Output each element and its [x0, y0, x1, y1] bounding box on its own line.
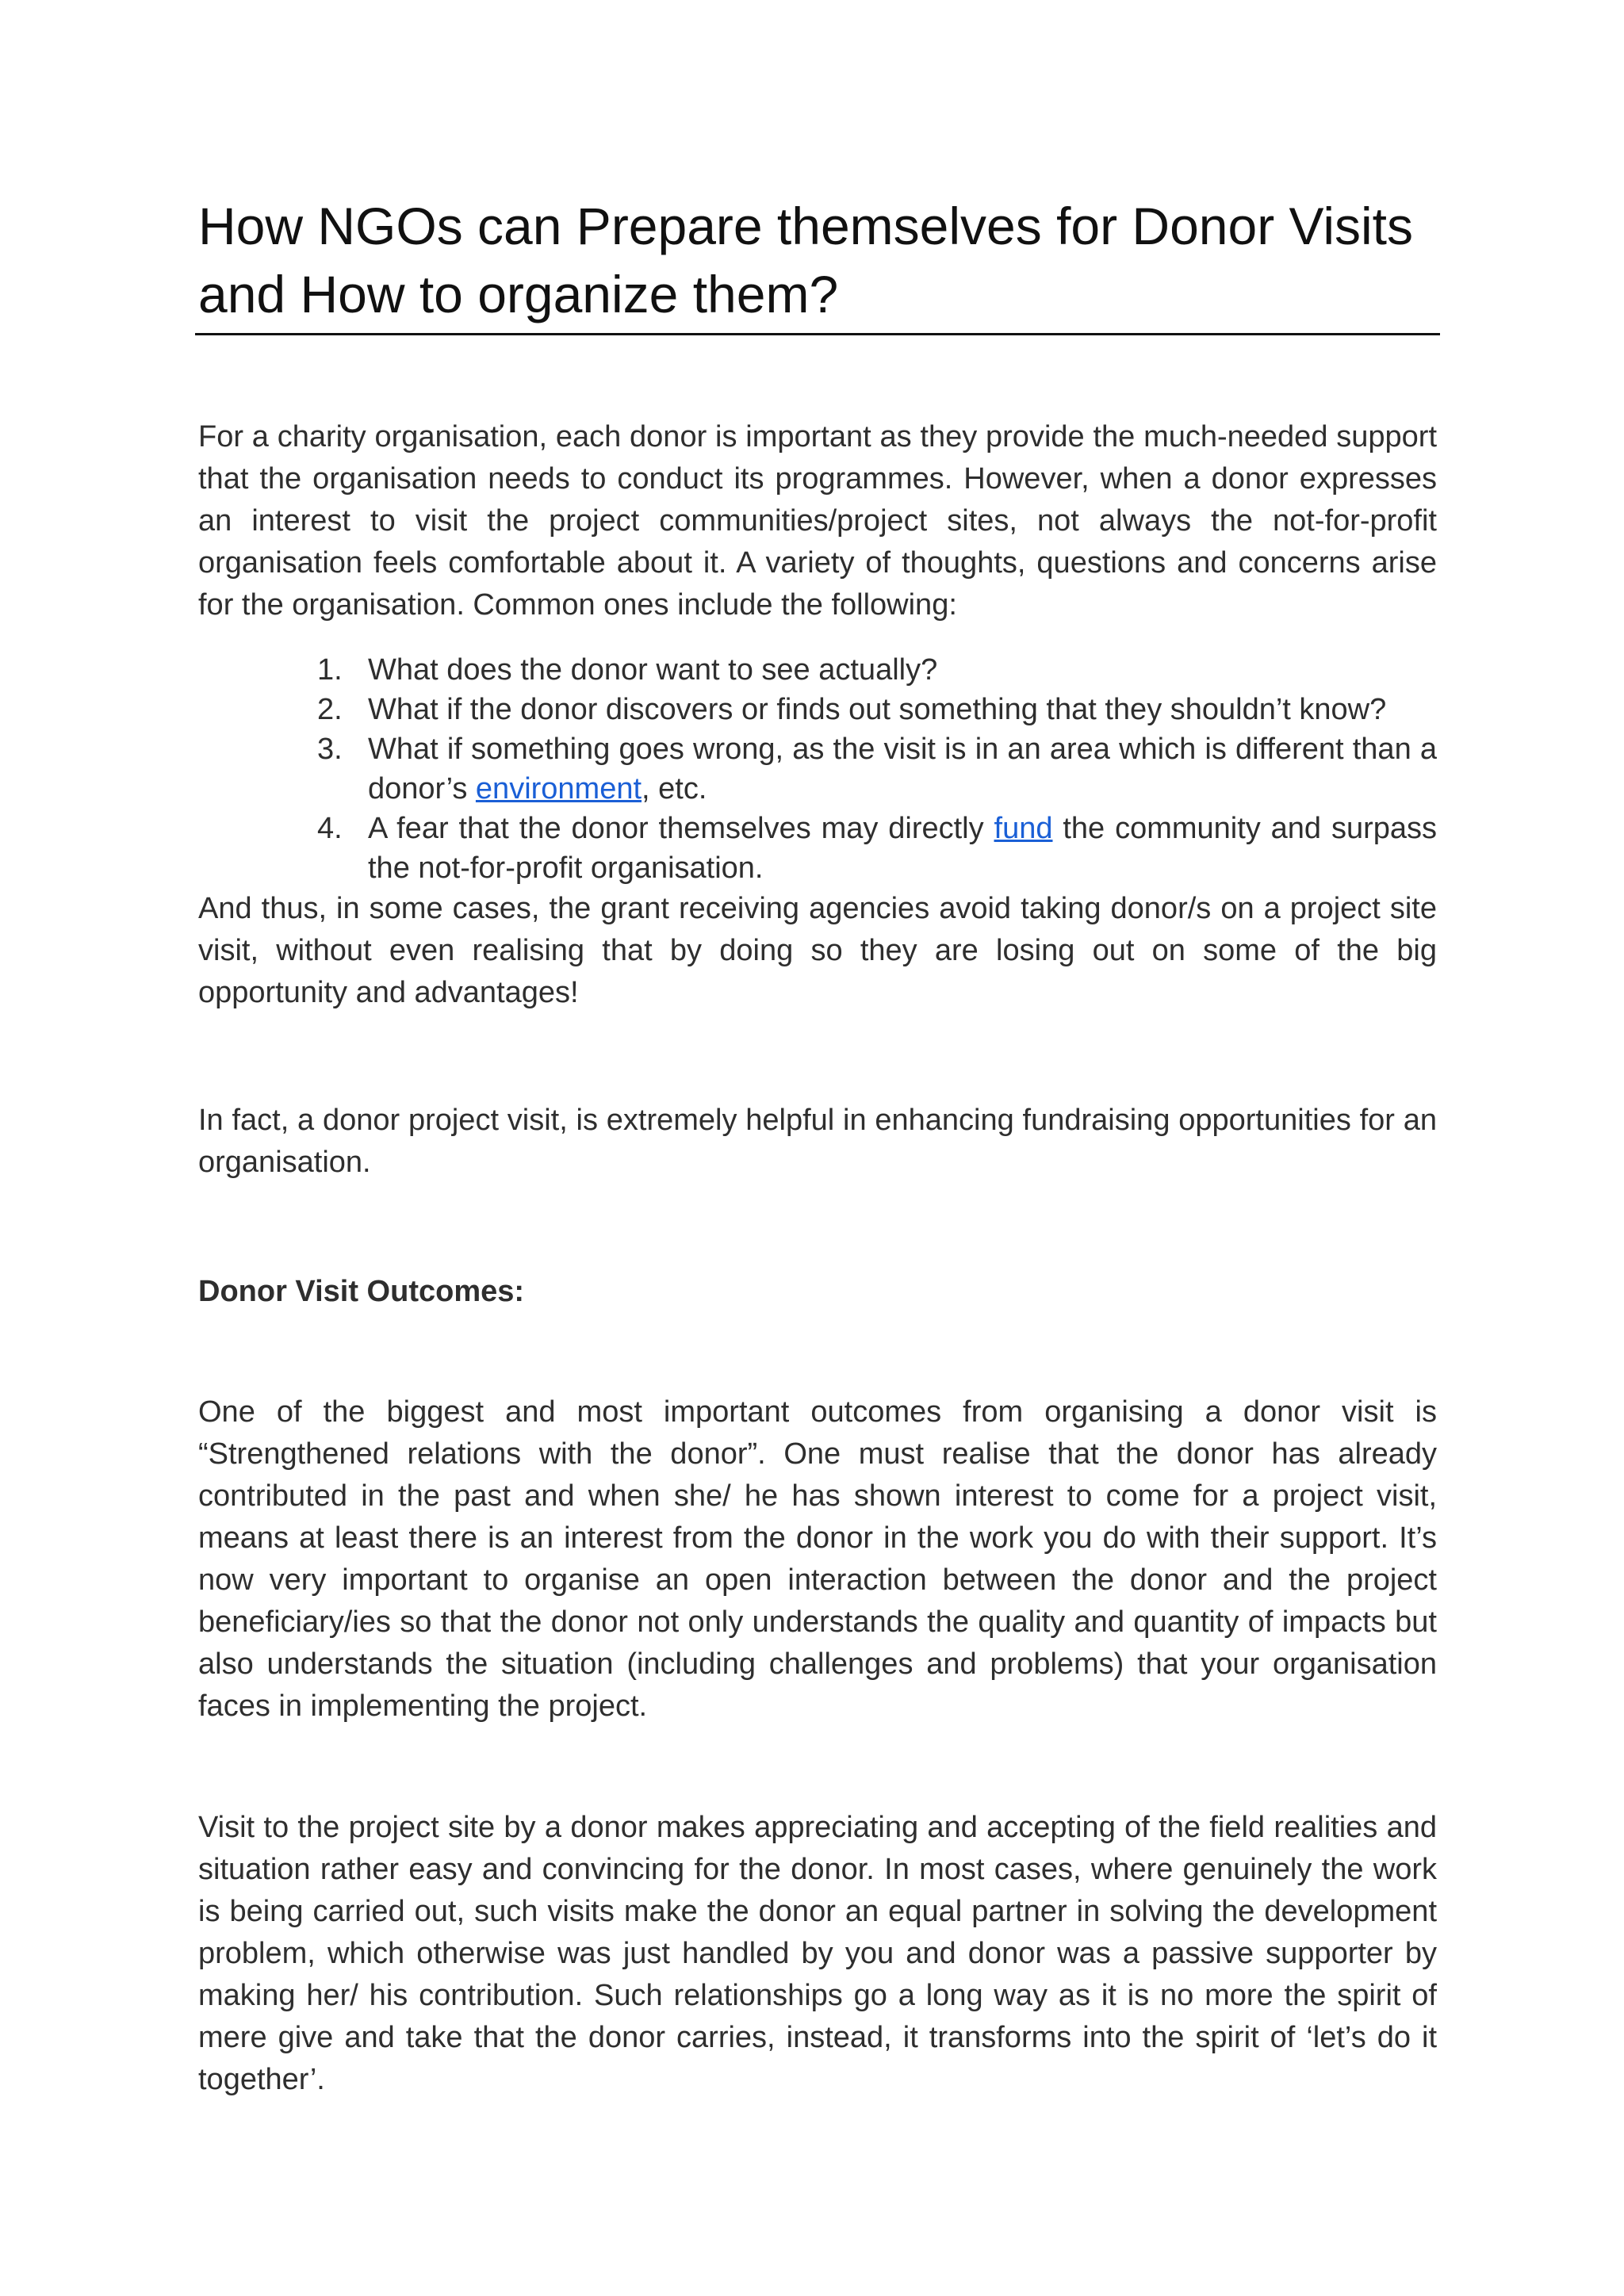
list-item-text: What if the donor discovers or finds out something that they shouldn’t know? — [368, 693, 1387, 726]
outcome-paragraph-1: One of the biggest and most important outcomes from organising a donor visit is “Strengthened relations with the donor”. One must realise that the donor has already contributed in the past and when she/ he has shown interest to come for a project visit, means at least there is an interest from the donor in the work you do with their support. It’s now very important to organise an open interaction between the donor and the project beneficiary/ies so that the donor not only understands the quality and quantity of impacts but also understands the situation (including challenges and problems) that your organisation faces in implementing the project. — [198, 1395, 1437, 1723]
fact-paragraph: In fact, a donor project visit, is extremely helpful in enhancing fundraising opportunities for an organisation. — [198, 1104, 1437, 1179]
fund-link[interactable]: fund — [994, 812, 1053, 845]
title-line-1: How NGOs can Prepare themselves for Donor Visits — [198, 197, 1414, 255]
list-item-text: What does the donor want to see actually? — [368, 653, 938, 687]
list-item — [198, 650, 1437, 690]
document-page — [198, 192, 1437, 2101]
environment-link[interactable]: environment — [475, 772, 642, 806]
list-item-text-tail: , etc. — [642, 772, 707, 806]
list-item — [198, 809, 1437, 888]
concerns-list — [198, 650, 1437, 888]
intro-paragraph: For a charity organisation, each donor is important as they provide the much-needed support that the organisation needs to conduct its programmes. However, when a donor expresses an interest to visit the project communities/project sites, not always the not-for-profit organisation feels comfortable about it. A variety of thoughts, questions and concerns arise for the organisation. Common ones include the following: — [198, 420, 1437, 622]
list-item — [198, 729, 1437, 809]
list-item-text-tail: the community and surpass the not-for-profit organisation. — [368, 812, 1437, 885]
title-line-2: and How to organize them? — [198, 265, 839, 323]
list-item-text: What if something goes wrong, as the visit is in an area which is different than a donor’s — [368, 733, 1437, 806]
list-number: 4. — [317, 812, 343, 845]
list-number: 2. — [317, 693, 343, 726]
list-number: 1. — [317, 653, 343, 687]
list-number: 3. — [317, 733, 343, 766]
outcome-paragraph-2: Visit to the project site by a donor makes appreciating and accepting of the field realities and situation rather easy and convincing for the donor. In most cases, where genuinely the work is being carried out, such visits make the donor an equal partner in solving the development problem, which otherwise was just handled by you and donor was a passive supporter by making her/ his contribution. Such relationships go a long way as it is no more the spirit of mere give and take that the donor carries, instead, it transforms into the spirit of ‘let’s do it together’. — [198, 1811, 1437, 2096]
outcomes-heading: Donor Visit Outcomes: — [198, 1275, 525, 1308]
page-title — [195, 192, 1440, 335]
after-list-paragraph: And thus, in some cases, the grant receiving agencies avoid taking donor/s on a project site visit, without even realising that by doing so they are losing out on some of the big opportunity and advantages! — [198, 892, 1437, 1009]
list-item-text: A fear that the donor themselves may directly — [368, 812, 994, 845]
list-item — [198, 690, 1437, 729]
